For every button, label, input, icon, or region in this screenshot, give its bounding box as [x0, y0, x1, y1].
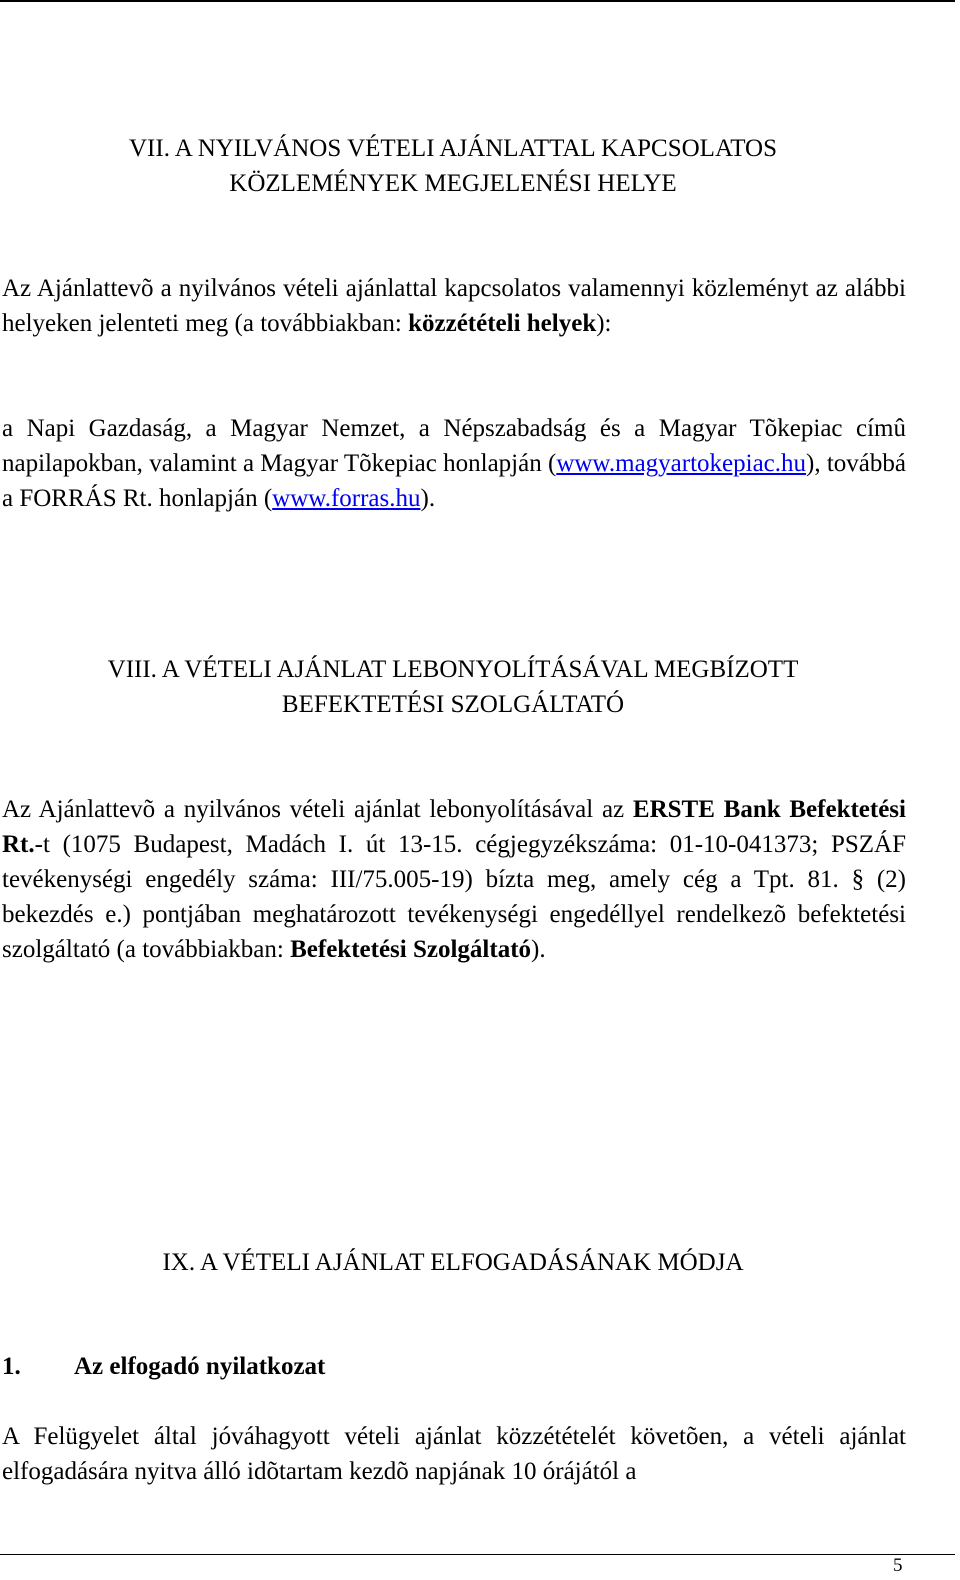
section-vii-heading — [0, 131, 906, 201]
section-viii-p-text1: Az Ajánlattevõ a nyilvános vételi ajánlat lebonyolításával az — [2, 796, 633, 823]
section-viii-paragraph — [2, 792, 906, 967]
page-number: 5 — [893, 1555, 903, 1576]
section-ix-heading-text: IX. A VÉTELI AJÁNLAT ELFOGADÁSÁNAK MÓDJA — [162, 1249, 744, 1276]
section-vii-p1-text: Az Ajánlattevõ a nyilvános vételi ajánlattal kapcsolatos valamennyi közleményt az alábbi helyeken jelenteti meg (a továbbiakban: — [2, 275, 906, 337]
section-vii-paragraph-2 — [2, 411, 906, 516]
forras-link[interactable]: www.forras.hu — [272, 485, 421, 512]
section-viii-p-text2: -t (1075 Budapest, Madách I. út 13-15. cégjegyzékszáma: 01-10-041373; PSZÁF tevékenységi engedély száma: III/75.005-19) bízta meg, amely cég a Tpt. 81. § (2) bekezdés e.) pontjában meghatározott tevékenységi engedéllyel rendelkezõ befektetési szolgáltató (a továbbiakban: — [2, 831, 906, 963]
section-ix-p-text: A Felügyelet által jóváhagyott vételi ajánlat közzétételét követõen, a vételi ajánlat elfogadására nyitva álló idõtartam kezdõ napjának 10 órájától a — [2, 1423, 906, 1485]
section-vii-heading-line1: VII. A NYILVÁNOS VÉTELI AJÁNLATTAL KAPCSOLATOS — [128, 135, 778, 162]
section-vii-paragraph-1 — [2, 271, 906, 341]
section-vii-p2-text1: a Napi Gazdaság, a Magyar Nemzet, a Népszabadság és a Magyar Tõkepiac címû napilapokban, valamint a Magyar Tõkepiac honlapján ( — [2, 415, 906, 477]
top-rule — [0, 0, 955, 2]
section-vii-p1-end: ): — [596, 310, 612, 337]
section-viii-p-text3: ). — [531, 936, 546, 963]
section-vii-p2-text3: ). — [420, 485, 436, 512]
section-ix-heading — [0, 1245, 906, 1280]
section-vii-p2-text2: ), továbbá a FORRÁS Rt. honlapján ( — [2, 450, 906, 512]
section-ix-subheading — [2, 1349, 326, 1384]
magyartokepiac-link[interactable]: www.magyartokepiac.hu — [556, 450, 807, 477]
section-ix-paragraph — [2, 1419, 906, 1489]
footer-rule — [0, 1554, 955, 1555]
section-vii-p1-bold: közzétételi helyek — [408, 310, 597, 337]
section-ix-sub-title: Az elfogadó nyilatkozat — [74, 1353, 326, 1380]
section-viii-heading — [0, 652, 906, 722]
section-viii-heading-line2: BEFEKTETÉSI SZOLGÁLTATÓ — [281, 691, 625, 718]
section-vii-heading-line2: KÖZLEMÉNYEK MEGJELENÉSI HELYE — [229, 170, 677, 197]
section-viii-p-bold1: ERSTE Bank Befektetési Rt. — [2, 796, 906, 858]
section-ix-sub-number: 1. — [2, 1353, 21, 1380]
section-viii-heading-line1: VIII. A VÉTELI AJÁNLAT LEBONYOLÍTÁSÁVAL MEGBÍZOTT — [107, 656, 799, 683]
section-viii-p-bold2: Befektetési Szolgáltató — [290, 936, 532, 963]
